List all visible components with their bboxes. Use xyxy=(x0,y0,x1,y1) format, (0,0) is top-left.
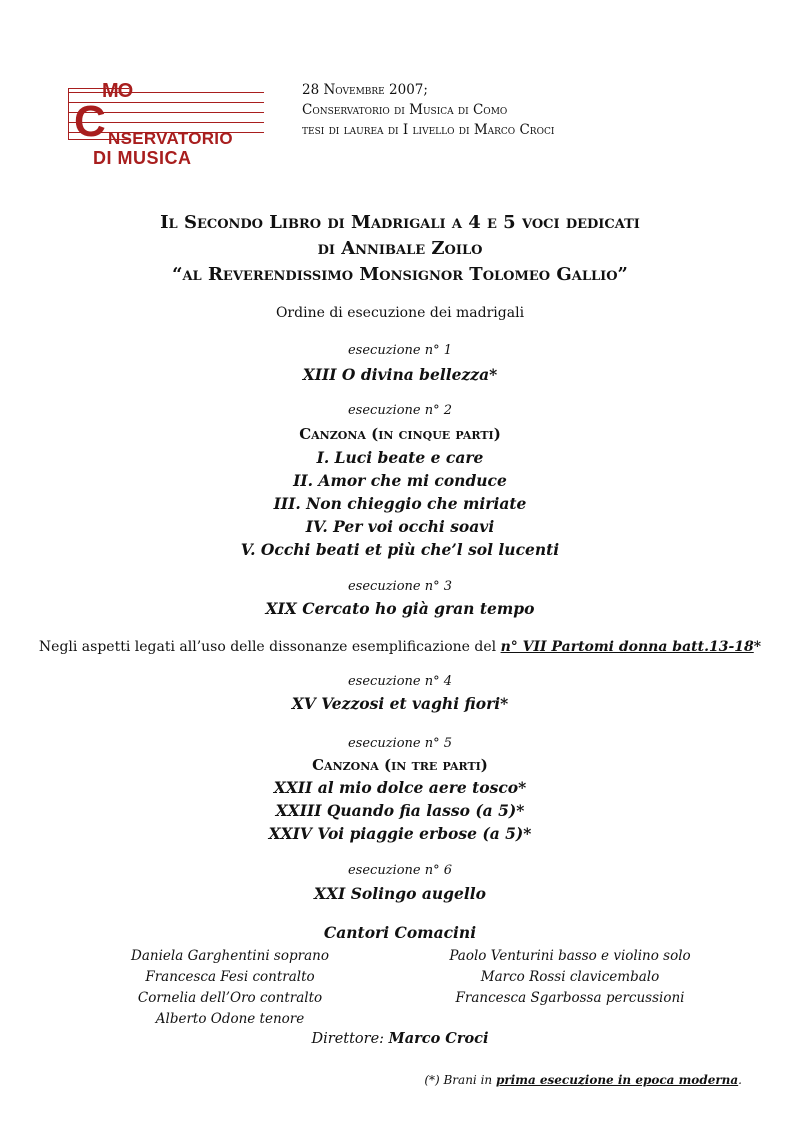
piece-title: XXIII Quando fia lasso (a 5)* xyxy=(275,801,525,820)
performance-label: esecuzione n° 1 xyxy=(347,343,453,358)
cast-member: Francesca Sgarbossa percussioni xyxy=(455,990,685,1006)
note-reference: n° VII Partomi donna batt.13-18 xyxy=(500,639,754,655)
director-label: Direttore: xyxy=(311,1031,389,1047)
canzona-heading: Canzona (in cinque parti) xyxy=(299,425,501,443)
header-institution: Conservatorio di Musica di Como xyxy=(302,102,508,118)
header-thesis: tesi di laurea di I livello di Marco Croci xyxy=(302,122,555,138)
logo-letter: C xyxy=(74,97,106,146)
performance-label: esecuzione n° 6 xyxy=(347,863,453,878)
canzona-heading: Canzona (in tre parti) xyxy=(312,756,488,774)
logo-monogram: MO xyxy=(102,80,133,102)
title-line1: Il Secondo Libro di Madrigali a 4 e 5 voci dedicati xyxy=(160,212,640,233)
performance-label: esecuzione n° 4 xyxy=(347,674,453,689)
piece-title: IV. Per voi occhi soavi xyxy=(305,517,495,536)
footnote-underlined: prima esecuzione in epoca moderna xyxy=(495,1073,739,1087)
performance-label: esecuzione n° 3 xyxy=(347,579,453,594)
title-line2: di Annibale Zoilo xyxy=(317,238,483,259)
piece-title: I. Luci beate e care xyxy=(316,448,484,467)
note-text: Negli aspetti legati all’uso delle dissonanze esemplificazione del xyxy=(38,639,501,655)
cast-member: Alberto Odone tenore xyxy=(155,1011,305,1027)
cast-right-list xyxy=(430,946,710,1009)
piece-title: XXII al mio dolce aere tosco* xyxy=(273,778,527,797)
subtitle: Ordine di esecuzione dei madrigali xyxy=(275,305,525,321)
piece-title: V. Occhi beati et più che’l sol lucenti xyxy=(240,540,560,559)
cast-member: Francesca Fesi contralto xyxy=(145,969,315,985)
title-line3: “al Reverendissimo Monsignor Tolomeo Gallio” xyxy=(172,264,628,285)
piece-title: XV Vezzosi et vaghi fiori* xyxy=(291,694,509,713)
note-suffix: * xyxy=(753,639,762,655)
footnote-prefix: (*) Brani in xyxy=(424,1073,496,1087)
piece-title: XXIV Voi piaggie erbose (a 5)* xyxy=(268,824,532,843)
director-line xyxy=(0,1030,800,1047)
footnote-suffix: . xyxy=(738,1073,742,1087)
piece-title: XIX Cercato ho già gran tempo xyxy=(265,599,535,618)
logo-line2: DI MUSICA xyxy=(93,148,192,168)
piece-title: XIII O divina bellezza* xyxy=(302,365,498,384)
director-name: Marco Croci xyxy=(388,1030,489,1047)
cast-left-list xyxy=(110,946,350,1030)
performance-label: esecuzione n° 5 xyxy=(347,736,453,751)
cast-member: Daniela Garghentini soprano xyxy=(131,948,329,964)
conservatory-logo xyxy=(64,80,264,170)
piece-title: XXI Solingo augello xyxy=(314,884,486,903)
cast-member: Marco Rossi clavicembalo xyxy=(480,969,660,985)
logo-line1: NSERVATORIO xyxy=(108,129,233,148)
document-header xyxy=(302,80,554,140)
ensemble-name: Cantori Comacini xyxy=(323,923,477,942)
cast-member: Paolo Venturini basso e violino solo xyxy=(449,948,691,964)
dissonance-note xyxy=(0,639,800,655)
header-date: 28 Novembre 2007; xyxy=(302,82,428,98)
footnote xyxy=(424,1073,742,1087)
cast-member: Cornelia dell’Oro contralto xyxy=(137,990,323,1006)
piece-title: III. Non chieggio che miriate xyxy=(273,494,527,513)
performance-label: esecuzione n° 2 xyxy=(347,403,453,418)
piece-title: II. Amor che mi conduce xyxy=(293,471,507,490)
